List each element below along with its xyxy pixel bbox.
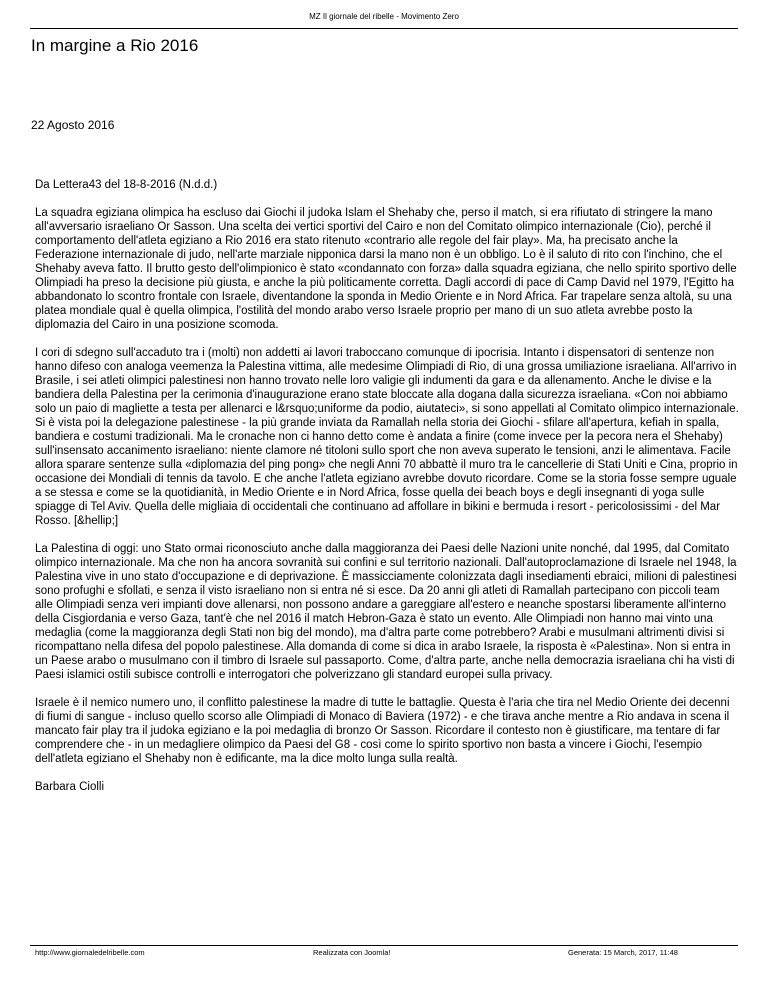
- article-paragraph: Israele è il nemico numero uno, il conflitto palestinese la madre di tutte le battaglie. Questa è l'aria che tira nel Medio Oriente dei decenni di fiumi di sangue - incluso quello scorso alle Olimpiadi di Monaco di Baviera (1972) - e che tirava anche mentre a Rio andava in scena il mancato fair play tra il judoka egiziano e la poi medaglia di bronzo Or Sasson. Ricordare il contesto non è giustificare, ma tentare di far comprendere che - in un medagliere olimpico da Paesi del G8 - così come lo spirito sportivo non basta a vincere i Giochi, l'esempio dell'atleta egiziano el Shehaby non è edificante, ma la dice molto lunga sulla realtà.: [35, 697, 730, 765]
- article-source: Da Lettera43 del 18-8-2016 (N.d.d.): [35, 179, 218, 191]
- article-paragraph: I cori di sdegno sull'accaduto tra i (molti) non addetti ai lavori traboccano comunque di ipocrisia. Intanto i dispensatori di sentenze non hanno difeso con analoga veemenza la Palestina vittima, alle medesime Olimpiadi di Rio, di una grossa umiliazione israeliana. All'arrivo in Brasile, i sei atleti olimpici palestinesi non hanno trovato nelle loro valigie gli indumenti da gara e da allenamento. Anche le divise e la bandiera della Palestina per la cerimonia d'inaugurazione erano state bloccate alla dogana dalla sicurezza israeliana. «Con noi abbiamo solo un paio di magliette a testa per allenarci e l&rsquo;uniforme da podio, aiutateci», si sono appellati al Comitato olimpico internazionale. Si è vista poi la delegazione palestinese - la più grande inviata da Ramallah nella storia dei Giochi - sfilare all'apertura, kefiah in spalla, bandiera e costumi tradizionali. Ma le cronache non ci hanno detto come è andata a finire (come invece per la pecora nera el Shehaby) sull'insensato accanimento israeliano: niente clamore né titoloni sullo sport che non aveva superato le tensioni, anzi le alimentava. Facile allora sparare sentenze sulla «diplomazia del ping pong» che negli Anni 70 abbattè il muro tra le cancellerie di Stati Uniti e Cina, proprio in occasione dei Mondiali di tennis da tavolo. E che anche l'atleta egiziano avrebbe dovuto ricordare. Come se la storia fosse sempre uguale a se stessa e come se la quotidianità, in Medio Oriente e in Nord Africa, fosse quella dei beach boys e degli insegnanti di yoga sulle spiagge di Tel Aviv. Quella delle migliaia di occidentali che continuano ad affollare in bikini e bermuda i resort - pericolosissimi - del Mar Rosso. [&hellip;]: [35, 347, 739, 527]
- article-body: [31, 178, 739, 808]
- article-paragraph: La Palestina di oggi: uno Stato ormai riconosciuto anche dalla maggioranza dei Paesi delle Nazioni unite nonché, dal 1995, dal Comitato olimpico internazionale. Ma che non ha ancora sovranità sui confini e sul territorio nazionali. Dall'autoproclamazione di Israele nel 1948, la Palestina vive in uno stato d'occupazione e di deprivazione. È massicciamente colonizzata dagli insediamenti ebraici, milioni di palestinesi sono profughi e sfollati, e senza il visto israeliano non si entra né si esce. Da 20 anni gli atleti di Ramallah partecipano con piccoli team alle Olimpiadi senza veri impianti dove allenarsi, non possono andare a gareggiare all'estero e neanche spostarsi liberamente all'interno della Cisgiordania e verso Gaza, tant'è che nel 2016 il match Hebron-Gaza è stato un evento. Alle Olimpiadi non hanno mai vinto una medaglia (come la maggioranza degli Stati non big del mondo), ma d'altra parte come potrebbero? Arabi e musulmani altrimenti divisi si ricompattano nella difesa del popolo palestinese. Alla domanda di come si dica in arabo Israele, la risposta è «Palestina». Non si entra in un Paese arabo o musulmano con il timbro di Israele sul passaporto. Come, d'altra parte, anche nella democrazia israeliana chi ha visti di Paesi islamici ostili subisce controlli e interrogatori che polverizzano gli standard europei sulla privacy.: [35, 543, 737, 681]
- article-title: In margine a Rio 2016: [31, 36, 199, 55]
- header-divider: [30, 28, 738, 29]
- article-author: Barbara Ciolli: [35, 781, 105, 793]
- footer-generated: Generata: 15 March, 2017, 11:48: [568, 948, 678, 957]
- footer-divider: [30, 945, 738, 946]
- article-paragraph: La squadra egiziana olimpica ha escluso dai Giochi il judoka Islam el Shehaby che, perso il match, si era rifiutato di stringere la mano all'avversario israeliano Or Sasson. Una scelta dei vertici sportivi del Cairo e non del Comitato olimpico internazionale (Cio), perché il comportamento dell'atleta egiziano a Rio 2016 era stato ritenuto «contrario alle regole del fair play». Ma, ha precisato anche la Federazione internazionale di judo, nell'arte marziale nipponica darsi la mano non è un obbligo. Lo è il saluto di rito con l'inchino, che el Shehaby aveva fatto. Il brutto gesto dell'olimpionico è stato «condannato con forza» dalla squadra egiziana, che nello spirito sportivo delle Olimpiadi ha preso la decisione più giusta, e anche la più politicamente corretta. Dagli accordi di pace di Camp David nel 1979, l'Egitto ha abbandonato lo scontro frontale con Israele, diventandone la sponda in Medio Oriente e in Nord Africa. Far trapelare senza altolà, su una platea mondiale qual è quella olimpica, l'ostilità del mondo arabo verso Israele proprio per mano di un suo atleta avrebbe posto la diplomazia del Cairo in una posizione scomoda.: [35, 207, 737, 331]
- footer-url: http://www.giornaledelribelle.com: [35, 948, 145, 957]
- page-header: MZ Il giornale del ribelle - Movimento Zero: [309, 12, 459, 21]
- article-date: 22 Agosto 2016: [31, 118, 115, 132]
- footer-credit: Realizzata con Joomla!: [313, 948, 391, 957]
